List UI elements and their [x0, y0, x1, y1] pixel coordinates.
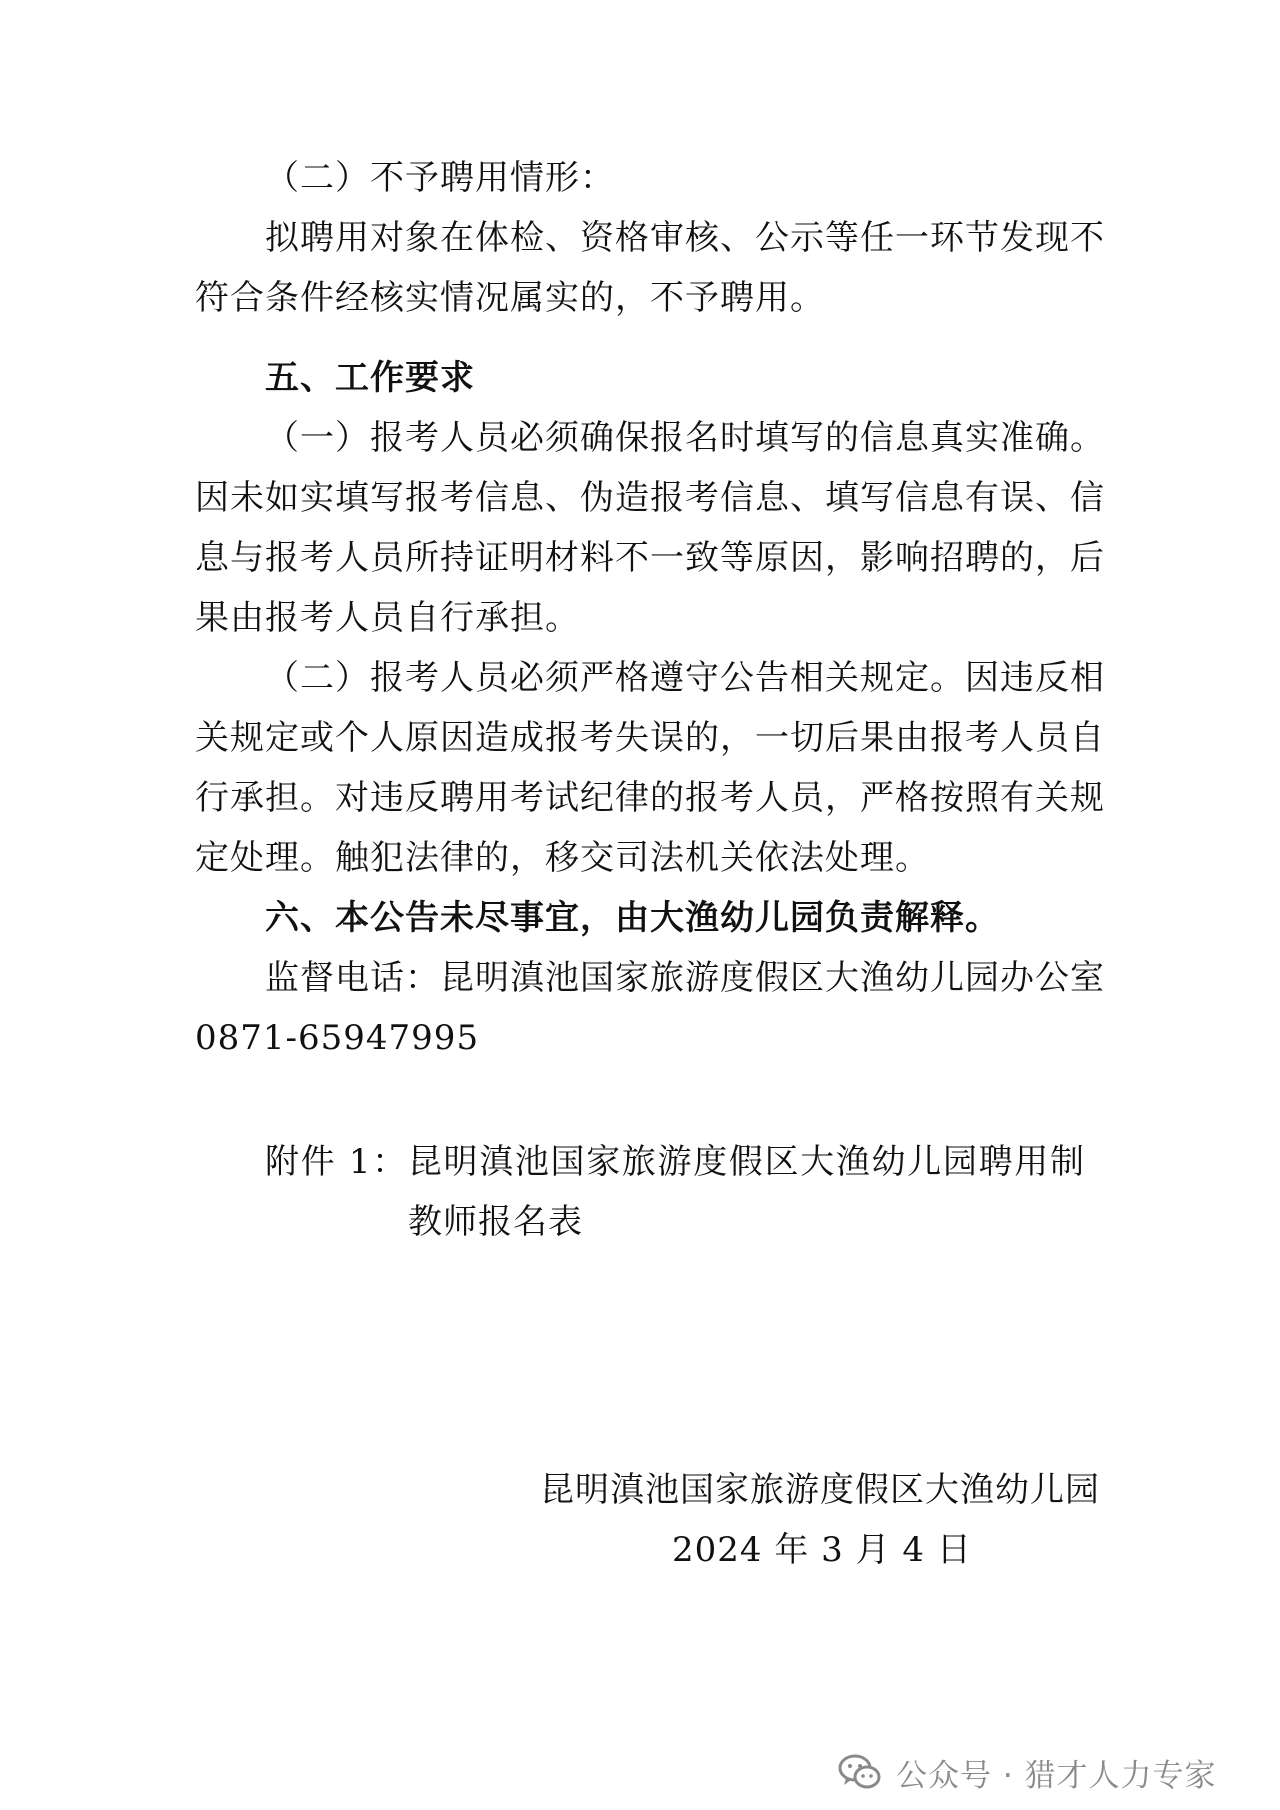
signature-date: 2024 年 3 月 4 日 — [672, 1530, 972, 1570]
paragraph-line: 符合条件经核实情况属实的，不予聘用。 — [195, 278, 825, 318]
subsection-heading-no-hire: （二）不予聘用情形： — [265, 158, 615, 198]
attachment-line: 教师报名表 — [408, 1202, 583, 1242]
paragraph-line: 关规定或个人原因造成报考失误的，一切后果由报考人员自 — [195, 718, 1105, 758]
signature-organization: 昆明滇池国家旅游度假区大渔幼儿园 — [540, 1470, 1100, 1510]
supervision-phone-number: 0871-65947995 — [195, 1018, 480, 1058]
paragraph-line: 息与报考人员所持证明材料不一致等原因，影响招聘的，后 — [195, 538, 1105, 578]
watermark — [838, 1749, 1268, 1795]
paragraph-line: 定处理。触犯法律的，移交司法机关依法处理。 — [195, 838, 930, 878]
watermark-text: 公众号 · 猎才人力专家 — [896, 1757, 1217, 1794]
paragraph-line: （一）报考人员必须确保报名时填写的信息真实准确。 — [265, 418, 1105, 458]
attachment-line: 附件 1：昆明滇池国家旅游度假区大渔幼儿园聘用制 — [265, 1142, 1085, 1182]
section-heading-interpretation: 六、本公告未尽事宜，由大渔幼儿园负责解释。 — [265, 898, 1000, 938]
paragraph-line: 果由报考人员自行承担。 — [195, 598, 580, 638]
wechat-icon — [838, 1753, 882, 1791]
paragraph-line: （二）报考人员必须严格遵守公告相关规定。因违反相 — [265, 658, 1105, 698]
paragraph-line: 拟聘用对象在体检、资格审核、公示等任一环节发现不 — [265, 218, 1105, 258]
section-heading-work-requirements: 五、工作要求 — [265, 358, 475, 398]
supervision-phone-label: 监督电话：昆明滇池国家旅游度假区大渔幼儿园办公室 — [265, 958, 1105, 998]
paragraph-line: 行承担。对违反聘用考试纪律的报考人员，严格按照有关规 — [195, 778, 1105, 818]
paragraph-line: 因未如实填写报考信息、伪造报考信息、填写信息有误、信 — [195, 478, 1105, 518]
